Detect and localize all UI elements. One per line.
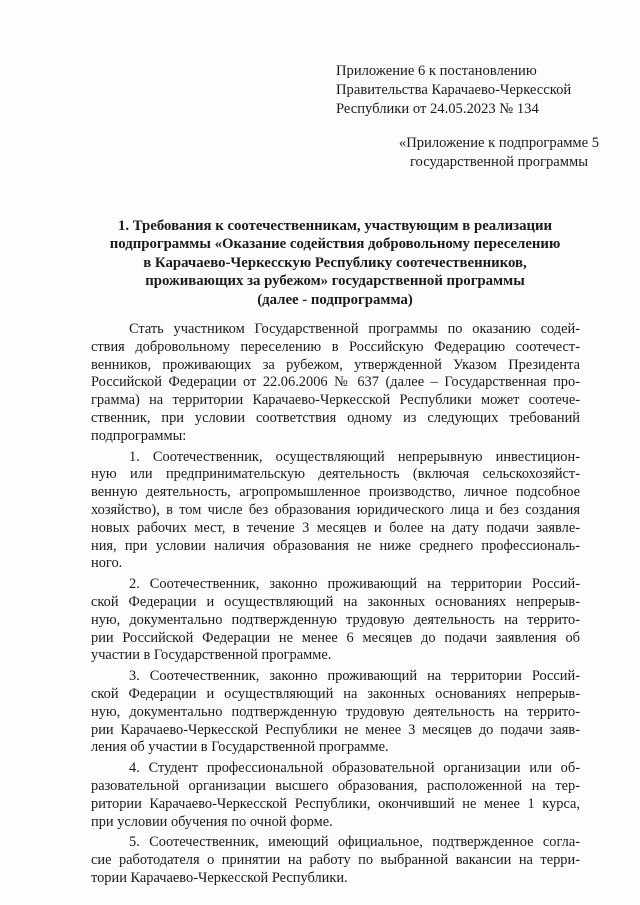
text-line: 2. Соотечественник, законно проживающий на территории Россий-	[129, 576, 580, 593]
text-line: грамма) на территории Карачаево-Черкесской Республики может соотече-	[91, 392, 580, 409]
section-heading	[95, 217, 575, 309]
heading-line: в Карачаево-Черкесскую Республику соотечественников,	[143, 254, 527, 271]
heading-line: проживающих за рубежом» государственной программы	[145, 273, 525, 290]
sub-appendix-reference	[374, 134, 624, 172]
text-line: при условии обучения по очной форме.	[91, 813, 333, 830]
text-line: хозяйство), в том числе без образования юридического лица и без создания	[91, 501, 580, 518]
text-line: рии Карачаево-Черкесской Республики не менее 3 месяцев до подачи заяв-	[91, 721, 580, 738]
appendix-reference	[336, 62, 626, 119]
text-line: ную, документально подтвержденную трудовую деятельность на террито-	[91, 611, 580, 628]
paragraph-1	[91, 449, 580, 574]
text-line: ную, документально подтвержденную трудовую деятельность на террито-	[91, 703, 580, 720]
paragraph-2	[91, 576, 580, 665]
text-line: ного.	[91, 555, 123, 572]
text-line: новых рабочих мест, в течение 3 месяцев и более на дату подачи заявле-	[91, 519, 580, 536]
text-line: венную деятельность, агропромышленное производство, личное подсобное	[91, 484, 580, 501]
text-line: Российской Федерации от 22.06.2006 № 637 (далее – Государственная про-	[91, 374, 580, 391]
text-line: ную или предпринимательскую деятельность (включая сельскохозяйст-	[91, 466, 580, 483]
text-line: подпрограммы:	[91, 427, 187, 444]
text-line: 5. Соотечественник, имеющий официальное, подтвержденное согла-	[129, 834, 580, 851]
text-line: Стать участником Государственной программы по оказанию содей-	[129, 321, 580, 337]
text-line: ствия добровольному переселению в Российскую Федерацию соотечест-	[91, 338, 580, 355]
text-line: ской Федерации и осуществляющий на законных основаниях непрерыв-	[91, 685, 580, 702]
heading-line: 1. Требования к соотечественникам, участвующим в реализации	[117, 218, 553, 234]
appendix-line: Правительства Карачаево-Черкесской	[336, 82, 572, 98]
text-line: 1. Соотечественник, осуществляющий непрерывную инвестицион-	[129, 448, 580, 465]
paragraph-4	[91, 760, 580, 831]
appendix-line: Приложение 6 к постановлению	[336, 63, 537, 79]
text-line: венников, проживающих за рубежом, утвержденной Указом Президента	[91, 356, 580, 373]
sub-appendix-line: государственной программы	[409, 154, 589, 170]
text-line: ления об участии в Государственной программе.	[91, 739, 389, 756]
paragraph-0	[91, 321, 580, 446]
paragraph-5	[91, 834, 580, 887]
text-line: участии в Государственной программе.	[91, 647, 332, 664]
appendix-line: Республики от 24.05.2023 № 134	[336, 101, 539, 117]
text-line: сие работодателя о принятии на работу по выбранной вакансии на терри-	[91, 852, 580, 869]
text-line: рии Российской Федерации не менее 6 месяцев до подачи заявления об	[91, 629, 580, 646]
heading-line: (далее - подпрограмма)	[257, 291, 413, 308]
text-line: 4. Студент профессиональной образовательной организации или об-	[129, 760, 580, 777]
text-line: разовательной организации высшего образования, расположенной на тер-	[91, 777, 580, 794]
text-line: 3. Соотечественник, законно проживающий на территории Россий-	[129, 668, 580, 685]
paragraph-3	[91, 668, 580, 757]
heading-line: подпрограммы «Оказание содействия добровольному переселению	[109, 236, 561, 253]
text-line: ской Федерации и осуществляющий на законных основаниях непрерыв-	[91, 593, 580, 610]
text-line: тории Карачаево-Черкесской Республики.	[91, 869, 348, 886]
text-line: ритории Карачаево-Черкесской Республики, окончивший не менее 1 курса,	[91, 795, 580, 812]
text-line: ственник, при условии соответствия одному из следующих требований	[91, 409, 580, 426]
body-text	[91, 321, 580, 891]
sub-appendix-line: «Приложение к подпрограмме 5	[398, 135, 600, 151]
text-line: ния, при условии наличия образования не ниже среднего профессиональ-	[91, 537, 580, 554]
